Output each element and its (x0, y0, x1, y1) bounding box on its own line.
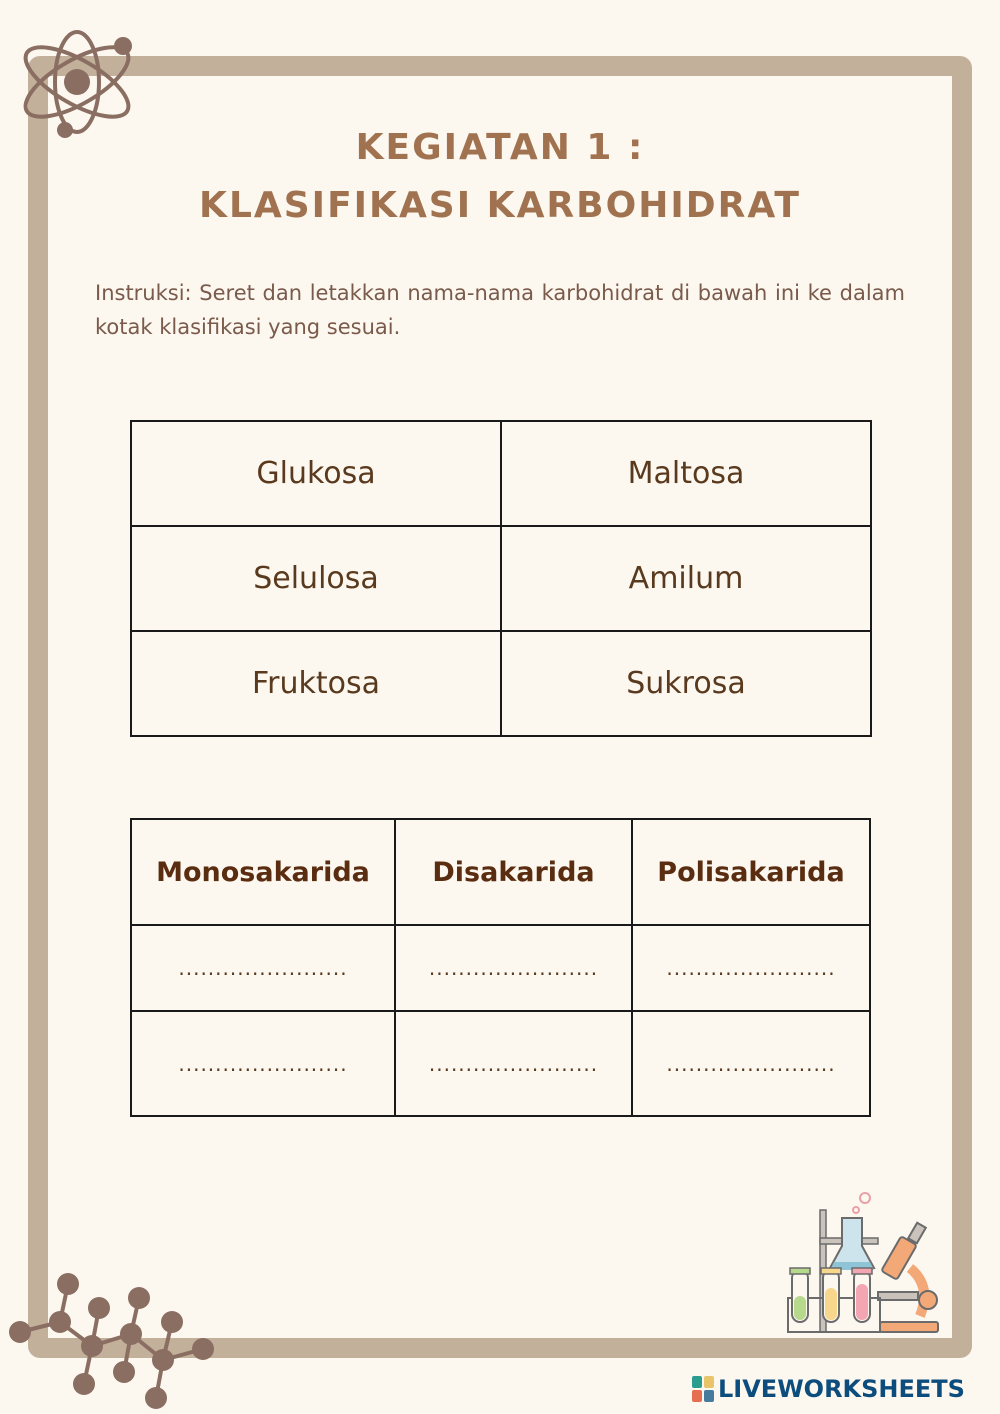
item-selulosa[interactable]: Selulosa (131, 526, 501, 631)
item-maltosa[interactable]: Maltosa (501, 421, 871, 526)
header-monosakarida: Monosakarida (131, 819, 395, 925)
item-amilum[interactable]: Amilum (501, 526, 871, 631)
liveworksheets-badge-icon (692, 1376, 714, 1402)
liveworksheets-logo (692, 1372, 965, 1406)
drop-slot-monosakarida-2[interactable]: ....................... (131, 1011, 395, 1116)
drop-slot-monosakarida-1[interactable]: ....................... (131, 925, 395, 1011)
drop-slot-disakarida-1[interactable]: ....................... (395, 925, 632, 1011)
classification-table (130, 818, 871, 1117)
header-disakarida: Disakarida (395, 819, 632, 925)
title-line-2: KLASIFIKASI KARBOHIDRAT (199, 185, 801, 226)
title-line-1: KEGIATAN 1 : (355, 127, 645, 168)
laboratory-equipment-illustration (782, 1188, 947, 1338)
drop-slot-polisakarida-2[interactable]: ....................... (632, 1011, 870, 1116)
header-polisakarida: Polisakarida (632, 819, 870, 925)
carbohydrate-items-table (130, 420, 872, 737)
molecule-icon (0, 1262, 230, 1412)
item-sukrosa[interactable]: Sukrosa (501, 631, 871, 736)
drop-slot-disakarida-2[interactable]: ....................... (395, 1011, 632, 1116)
item-fruktosa[interactable]: Fruktosa (131, 631, 501, 736)
drop-slot-polisakarida-1[interactable]: ....................... (632, 925, 870, 1011)
brand-name: LIVEWORKSHEETS (718, 1375, 965, 1403)
item-glukosa[interactable]: Glukosa (131, 421, 501, 526)
instruction-text: Instruksi: Seret dan letakkan nama-nama karbohidrat di bawah ini ke dalam kotak klasifikasi yang sesuai. (95, 281, 905, 339)
